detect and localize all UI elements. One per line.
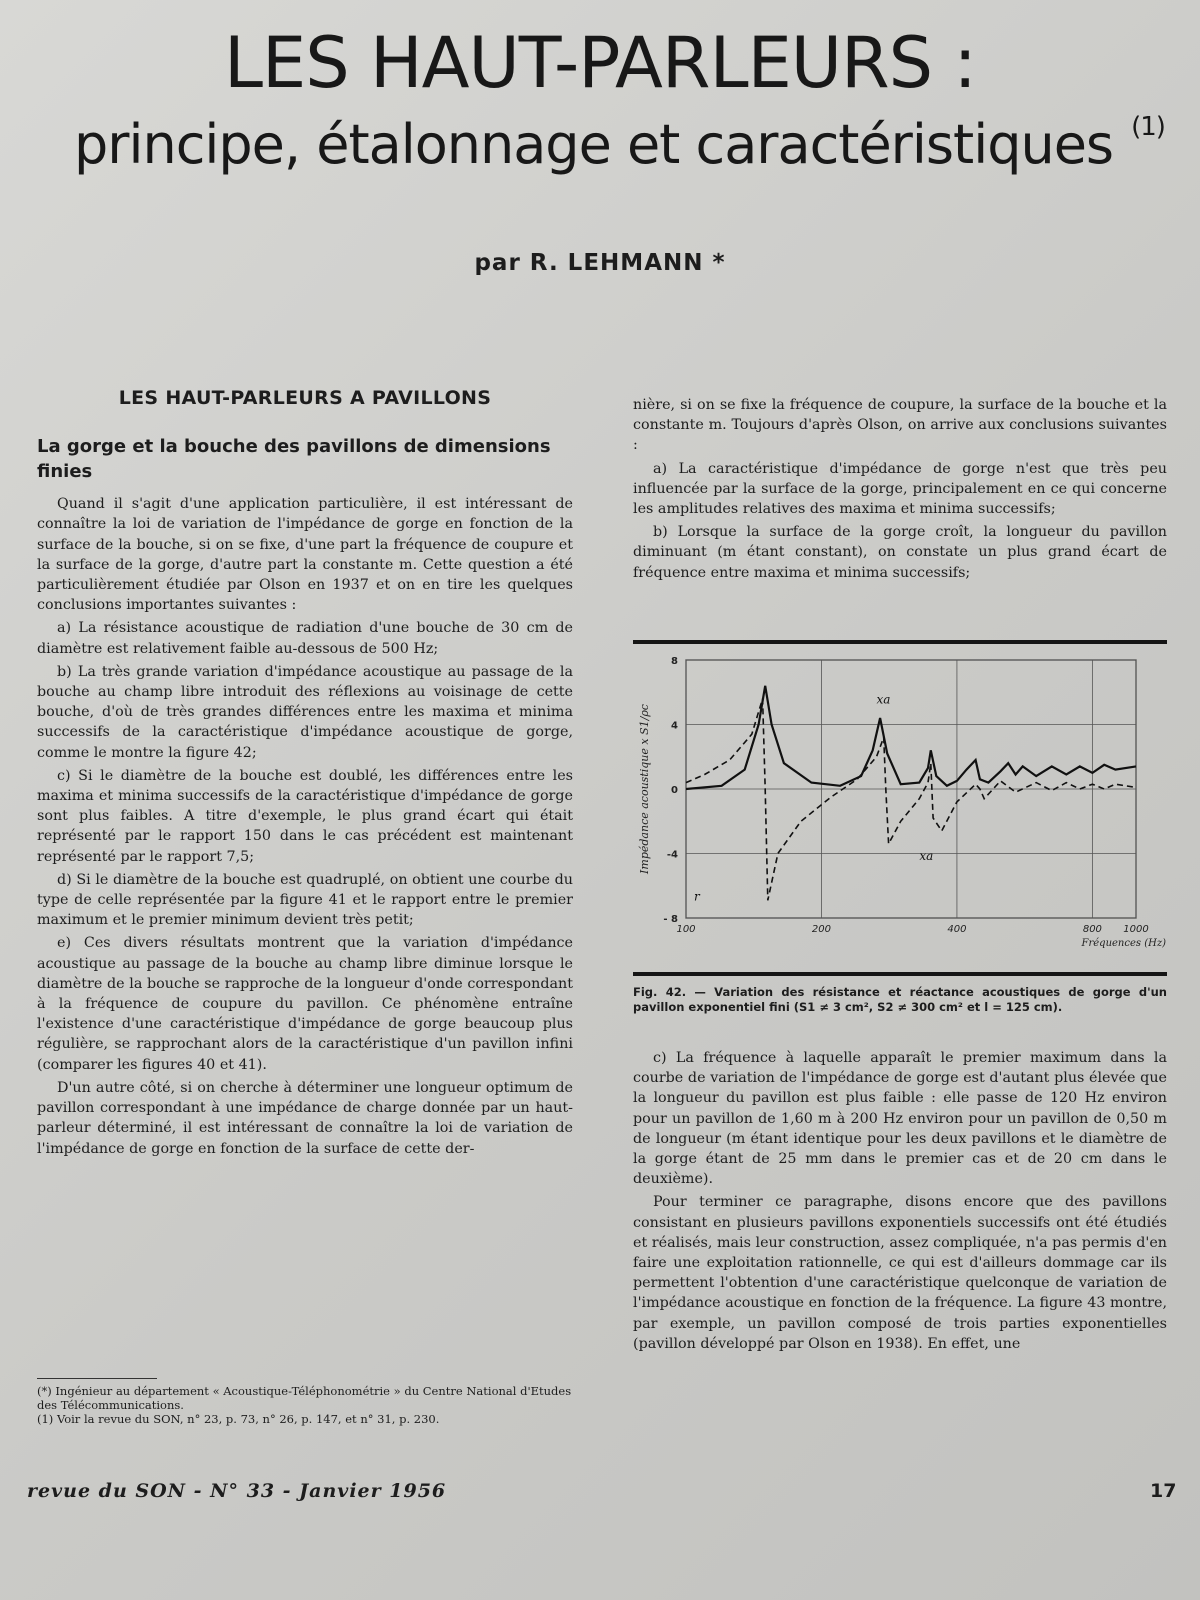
x-tick-label: 1000: [1123, 924, 1149, 935]
section-heading: LES HAUT-PARLEURS A PAVILLONS: [118, 387, 492, 409]
paragraph: a) La caractéristique d'impédance de gorge n'est que très peu influencée par la surface de la gorge, principalement en ce qui concerne les amplitudes relatives des maxima et minima successifs;: [633, 460, 1167, 518]
y-tick-label: 0: [671, 785, 678, 796]
paragraph: c) La fréquence à laquelle apparaît le premier maximum dans la courbe de variation de l'impédance de gorge est d'autant plus élevée que la longueur du pavillon est plus faible : elle passe de 120 Hz environ pour un pavillon de 1,60 m à 200 Hz environ pour un pavillon de 0,50 m de longueur (m étant identique pour les deux pavillons et le diamètre de la gorge étant de 25 mm dans le premier cas et de 20 cm dans le deuxième).: [633, 1050, 1167, 1188]
paragraph: D'un autre côté, si on cherche à déterminer une longueur optimum de pavillon correspondant à une impédance de charge donnée par un haut-parleur déterminé, il est intéressant de connaître la loi de variation de l'impédance de gorge en fonction de la surface de cette der-: [37, 1079, 573, 1157]
right-column-top: [633, 395, 1167, 586]
subtitle-text: principe, étalonnage et caractéristiques: [74, 113, 1114, 176]
publication-footer: revue du SON - N° 33 - Janvier 1956: [27, 1480, 447, 1502]
x-tick-label: 200: [811, 924, 832, 935]
curve-annotation: xa: [876, 692, 891, 707]
title-footnote-mark: (1): [1131, 112, 1165, 142]
figure-caption: Fig. 42. — Variation des résistance et réactance acoustiques de gorge d'un pavillon exponentiel fini (S1 ≠ 3 cm², S2 ≠ 300 cm² et l = 125 cm).: [633, 985, 1167, 1014]
y-tick-label: 4: [671, 720, 678, 732]
impedance-chart: [626, 650, 1171, 950]
paragraph: b) La très grande variation d'impédance acoustique au passage de la bouche au champ libre introduit des réflexions au voisinage de cette bouche, d'où de très grandes différences entre les maxima et minima successifs de la caractéristique d'impédance acoustique de gorge, comme le montre la figure 42;: [37, 663, 573, 761]
figure-bottom-rule: [633, 972, 1167, 976]
curve-annotation: r: [694, 889, 700, 904]
paragraph: d) Si le diamètre de la bouche est quadruplé, on obtient une courbe du type de celle représentée par la figure 41 et le rapport entre le premier maximum et le premier minimum devient très petit;: [37, 871, 573, 929]
figure-42: [626, 650, 1171, 950]
series-line-r: [686, 686, 1136, 789]
y-tick-label: - 8: [663, 914, 678, 925]
paragraph: e) Ces divers résultats montrent que la variation d'impédance acoustique au passage de la bouche au champ libre diminue lorsque le diamètre de la bouche se rapproche de la longueur d'onde correspondant à la fréquence de coupure du pavillon. Ce phénomène entraîne l'existence d'une caractéristique d'impédance de gorge beaucoup plus régulière, se rapprochant alors de la caractéristique d'un pavillon infini (comparer les figures 40 et 41).: [37, 935, 573, 1073]
page-title: LES HAUT-PARLEURS :: [224, 22, 976, 104]
x-axis-label: Fréquences (Hz): [1081, 938, 1166, 949]
paragraph: Quand il s'agit d'une application particulière, il est intéressant de connaître la loi de variation de l'impédance de gorge en fonction de la surface de la bouche, si on se fixe, d'une part la fréquence de coupure et la surface de la gorge, d'autre part la constante m. Cette question a été particulièrement étudiée par Olson en 1937 et on en tire les quelques conclusions importantes suivantes :: [37, 496, 573, 614]
x-tick-label: 400: [947, 924, 967, 935]
footnote: (*) Ingénieur au département « Acoustique-Téléphonométrie » du Centre National d'Etudes des Télécommunications.: [37, 1384, 572, 1412]
curve-annotation: xa: [919, 848, 934, 863]
author-byline: par R. LEHMANN *: [474, 250, 726, 276]
paragraph: b) Lorsque la surface de la gorge croît, la longueur du pavillon diminuant (m étant constant), on constate un plus grand écart de fréquence entre maxima et minima successifs;: [633, 524, 1167, 581]
series-line-xa: [686, 699, 1136, 904]
footnote-divider: [37, 1378, 157, 1379]
x-tick-label: 800: [1082, 924, 1102, 935]
x-tick-label: 100: [676, 924, 696, 935]
page-subtitle: [74, 112, 1165, 176]
y-axis-label: Impédance acoustique x S1/ρc: [638, 704, 651, 874]
page-number: 17: [1150, 1480, 1177, 1502]
subsection-heading: La gorge et la bouche des pavillons de dimensions finies: [37, 436, 551, 483]
paragraph: nière, si on se fixe la fréquence de coupure, la surface de la bouche et la constante m. Toujours d'après Olson, on arrive aux conclusions suivantes :: [633, 397, 1167, 454]
footnotes: [37, 1384, 573, 1426]
right-column-bottom: [633, 1048, 1167, 1357]
left-column: [37, 388, 573, 1162]
paragraph: a) La résistance acoustique de radiation d'une bouche de 30 cm de diamètre est relativement faible au-dessous de 500 Hz;: [37, 620, 573, 657]
y-tick-label: 8: [671, 656, 678, 667]
figure-top-rule: [633, 640, 1167, 644]
footnote: (1) Voir la revue du SON, n° 23, p. 73, n° 26, p. 147, et n° 31, p. 230.: [37, 1412, 440, 1426]
paragraph: c) Si le diamètre de la bouche est doublé, les différences entre les maxima et minima successifs de la caractéristique d'impédance de gorge sont plus faibles. A titre d'exemple, le plus grand écart qui était représenté par le rapport 150 dans le cas précédent est maintenant représenté par le rapport 7,5;: [37, 767, 573, 865]
paragraph: Pour terminer ce paragraphe, disons encore que des pavillons consistant en plusieurs pavillons exponentiels successifs ont été étudiés et réalisés, mais leur construction, assez compliquée, n'a pas permis d'en faire une exploitation rationnelle, ce qui est d'ailleurs dommage car ils permettent l'obtention d'une caractéristique quelconque de variation de l'impédance acoustique en fonction de la fréquence. La figure 43 montre, par exemple, un pavillon composé de trois parties exponentielles (pavillon développé par Olson en 1938). En effet, une: [633, 1194, 1167, 1352]
y-tick-label: -4: [666, 849, 678, 861]
